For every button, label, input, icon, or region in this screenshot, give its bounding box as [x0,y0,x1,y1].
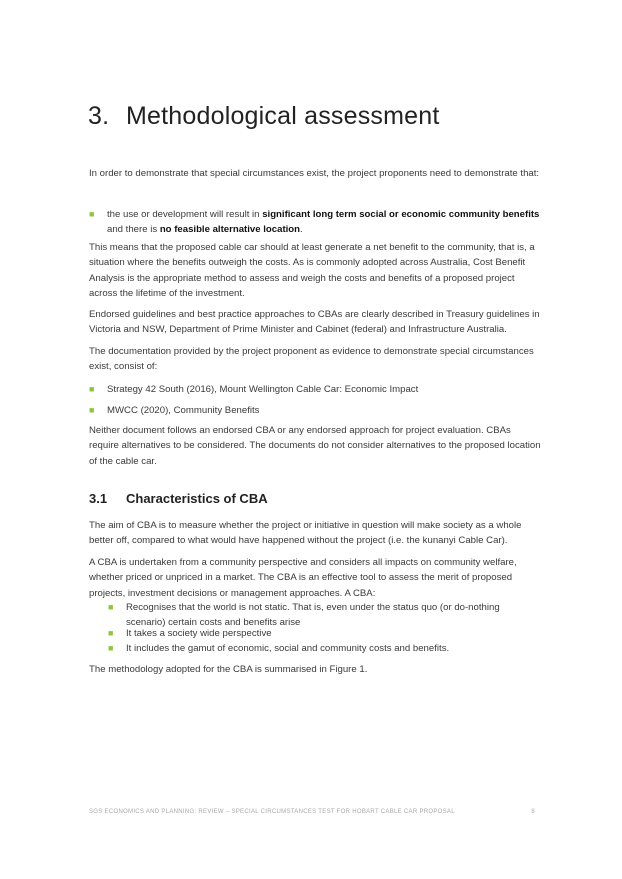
heading-title: Methodological assessment [126,102,440,130]
document-page: 3. Methodological assessment In order to demonstrate that special circumstances exist, the project proponents need to demonstrate that: ■ the use or development will result in significant long term social or economic community benefits and there is no feasible alternative location. This means that the proposed cable car should at least generate a net benefit to the community, that is, a situation where the benefits outweigh the costs. As is commonly adopted across Australia, Cost Benefit Analysis is the appropriate method to assess and weigh the costs and benefits of a proposed project across the lifetime of the investment. Endorsed guidelines and best practice approaches to CBAs are clearly described in Treasury guidelines in Victoria and NSW, Department of Prime Minister and Cabinet (federal) and Infrastructure Australia. The documentation provided by the project proponent as evidence to demonstrate special circumstances exist, consist of: ■ Strategy 42 South (2016), Mount Wellington Cable Car: Economic Impact ■ MWCC (2020), Community Benefits Neither document follows an endorsed CBA or any endorsed approach for project evaluation. CBAs require alternatives to be considered. The documents do not consider alternatives to the proposed location of the cable car. 3.1 Characteristics of CBA The aim of CBA is to measure whether the project or initiative in question will make society as a whole better off, compared to what would have happened without the project (i.e. the kunanyi Cable Car). A CBA is undertaken from a community perspective and considers all impacts on community welfare, whether priced or unpriced in a market. The CBA is an effective tool to assess the merit of proposed projects, investment decisions or management approaches. A CBA: ■ Recognises that the world is not static. That is, even under the status quo (or do-nothing scenario) certain costs and benefits arise ■ It takes a society wide perspective ■ It includes the gamut of economic, social and community costs and benefits. The methodology adopted for the CBA is summarised in Figure 1. SGS ECONOMICS AND PLANNING: REVIEW – SPECIAL CIRCUMSTANCES TEST FOR HOBART CABLE CAR PROPOSAL 8 [88,102,541,815]
bullet-icon: ■ [108,602,114,612]
paragraph-aim: The aim of CBA is to measure whether the project or initiative in question will make society as a whole better off, compared to what would have happened without the project (i.e. the kunanyi Cable Car). [89,520,522,547]
paragraph-cba: A CBA is undertaken from a community perspective and considers all impacts on community welfare, whether priced or unpriced in a market. The CBA is an effective tool to assess the merit of proposed projects, investment decisions or management approaches. A CBA: [89,557,517,599]
paragraph-net-benefit: This means that the proposed cable car should at least generate a net benefit to the community, that is, a situation where the benefits outweigh the costs. As is commonly adopted across Australia, Cost Benefit Analysis is the appropriate method to assess and weigh the costs and benefits of a proposed project across the lifetime of the investment. [89,242,535,300]
bold-benefits: significant long term social or economic community benefits [262,209,540,220]
paragraph-neither: Neither document follows an endorsed CBA or any endorsed approach for project evaluation. CBAs require alternatives to be considered. The documents do not consider alternatives to the proposed location of the cable car. [89,425,541,467]
section-number: 3.1 [89,491,108,506]
bold-location: no feasible alternative location [159,224,301,236]
page-footer [89,809,541,815]
paragraph-guidelines: Endorsed guidelines and best practice approaches to CBAs are clearly described in Treasury guidelines in Victoria and NSW, Department of Prime Minister and Cabinet (federal) and Infrastructure Australia. [89,309,540,336]
bullet-icon: ■ [89,405,95,415]
paragraph-intro: In order to demonstrate that special circumstances exist, the project proponents need to demonstrate that: [89,168,540,179]
footer-text: SGS ECONOMICS AND PLANNING: REVIEW – SPECIAL CIRCUMSTANCES TEST FOR HOBART CABLE CAR PROPOSAL [89,809,455,815]
heading-number: 3. [88,102,110,130]
page-number: 8 [531,809,535,815]
paragraph-documentation: The documentation provided by the project proponent as evidence to demonstrate special circumstances exist, consist of: [89,346,534,373]
paragraph-methodology: The methodology adopted for the CBA is summarised in Figure 1. [89,664,368,675]
bullet-icon: ■ [108,643,114,653]
list-item-text: the use or development will result in significant long term social or economic community benefits and there is no feasible alternative location. [107,209,540,236]
bullet-icon: ■ [108,628,114,638]
section-heading [89,491,268,506]
page-title [88,102,440,131]
bullet-icon: ■ [89,209,95,219]
bullet-icon: ■ [89,384,95,394]
section-title: Characteristics of CBA [126,491,268,506]
